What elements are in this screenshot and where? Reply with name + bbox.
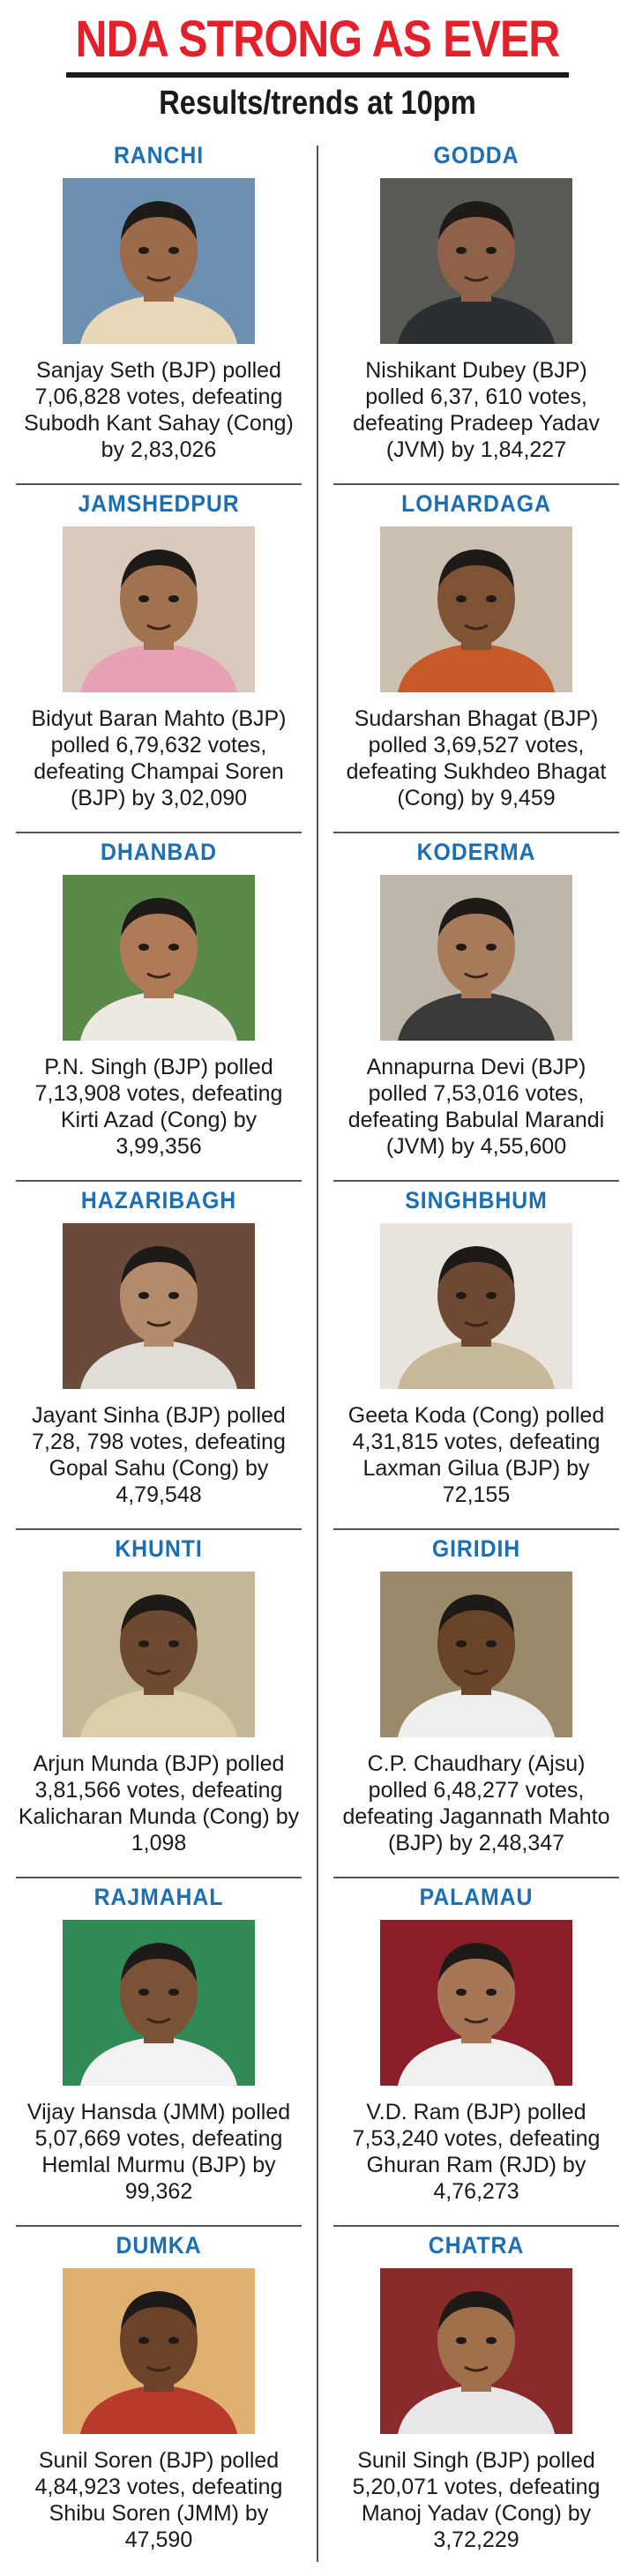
constituency-name: CHATRA bbox=[428, 2232, 525, 2259]
constituency-card bbox=[318, 2227, 635, 2575]
constituency-name: DUMKA bbox=[116, 2232, 202, 2259]
candidate-photo bbox=[380, 875, 572, 1041]
constituency-card bbox=[318, 1530, 635, 1878]
constituency-name: KHUNTI bbox=[115, 1535, 203, 1562]
headline-rule bbox=[66, 72, 569, 78]
constituency-name: RANCHI bbox=[113, 142, 205, 168]
candidate-photo bbox=[63, 1920, 255, 2086]
constituency-name: GODDA bbox=[433, 142, 519, 168]
result-caption: Bidyut Baran Mahto (BJP) polled 6,79,632 votes, defeating Champai Soren (BJP) by 3,02,090 bbox=[31, 706, 287, 810]
candidate-photo bbox=[380, 1572, 572, 1737]
constituency-name: PALAMAU bbox=[419, 1884, 534, 1910]
candidate-photo bbox=[380, 178, 572, 344]
constituency-card bbox=[0, 1878, 318, 2227]
constituency-name: RAJMAHAL bbox=[93, 1884, 224, 1910]
candidate-photo bbox=[63, 178, 255, 344]
constituency-name: KODERMA bbox=[416, 839, 536, 865]
constituency-card bbox=[318, 485, 635, 833]
result-caption: Arjun Munda (BJP) polled 3,81,566 votes, defeating Kalicharan Munda (Cong) by 1,098 bbox=[18, 1751, 300, 1855]
constituency-name: GIRIDIH bbox=[431, 1535, 521, 1562]
constituency-card bbox=[0, 2227, 318, 2575]
result-caption: Sunil Soren (BJP) polled 4,84,923 votes, defeating Shibu Soren (JMM) by 47,590 bbox=[34, 2448, 283, 2552]
header bbox=[0, 0, 635, 132]
constituency-card bbox=[0, 485, 318, 833]
subheadline: Results/trends at 10pm bbox=[159, 85, 476, 122]
result-caption: Annapurna Devi (BJP) polled 7,53,016 votes, defeating Babulal Marandi (JVM) by 4,55,600 bbox=[347, 1055, 605, 1159]
headline: NDA STRONG AS EVER bbox=[75, 11, 560, 68]
candidate-photo bbox=[380, 1920, 572, 2086]
constituency-card bbox=[318, 833, 635, 1182]
result-caption: V.D. Ram (BJP) polled 7,53,240 votes, defeating Ghuran Ram (RJD) by 4,76,273 bbox=[352, 2100, 601, 2204]
constituency-card bbox=[318, 1182, 635, 1530]
constituency-card bbox=[0, 1530, 318, 1878]
constituency-name: LOHARDAGA bbox=[401, 490, 551, 517]
constituency-card bbox=[318, 1878, 635, 2227]
constituency-card bbox=[0, 1182, 318, 1530]
constituency-name: JAMSHEDPUR bbox=[78, 490, 240, 517]
result-caption: Nishikant Dubey (BJP) polled 6,37, 610 votes, defeating Pradeep Yadav (JVM) by 1,84,227 bbox=[353, 358, 600, 462]
candidate-photo bbox=[380, 1223, 572, 1389]
result-caption: Sudarshan Bhagat (BJP) polled 3,69,527 votes, defeating Sukhdeo Bhagat (Cong) by 9,459 bbox=[346, 706, 607, 810]
candidate-photo bbox=[63, 1223, 255, 1389]
constituency-card bbox=[0, 833, 318, 1182]
result-caption: Sanjay Seth (BJP) polled 7,06,828 votes, defeating Subodh Kant Sahay (Cong) by 2,83,026 bbox=[24, 358, 294, 462]
result-caption: Sunil Singh (BJP) polled 5,20,071 votes, defeating Manoj Yadav (Cong) by 3,72,229 bbox=[352, 2448, 601, 2552]
constituency-card bbox=[318, 137, 635, 485]
constituency-card bbox=[0, 137, 318, 485]
constituency-name: SINGHBHUM bbox=[405, 1187, 548, 1213]
candidate-photo bbox=[63, 875, 255, 1041]
result-caption: Geeta Koda (Cong) polled 4,31,815 votes, defeating Laxman Gilua (BJP) by 72,155 bbox=[347, 1403, 605, 1507]
candidate-photo bbox=[380, 2268, 572, 2434]
result-caption: Jayant Sinha (BJP) polled 7,28, 798 votes, defeating Gopal Sahu (Cong) by 4,79,548 bbox=[32, 1403, 286, 1507]
constituency-name: HAZARIBAGH bbox=[80, 1187, 237, 1213]
result-caption: Vijay Hansda (JMM) polled 5,07,669 votes, defeating Hemlal Murmu (BJP) by 99,362 bbox=[26, 2100, 291, 2204]
candidate-photo bbox=[63, 2268, 255, 2434]
constituency-grid bbox=[0, 137, 635, 2575]
result-caption: C.P. Chaudhary (Ajsu) polled 6,48,277 votes, defeating Jagannath Mahto (BJP) by 2,48,347 bbox=[342, 1751, 610, 1855]
constituency-name: DHANBAD bbox=[100, 839, 218, 865]
candidate-photo bbox=[63, 1572, 255, 1737]
result-caption: P.N. Singh (BJP) polled 7,13,908 votes, defeating Kirti Azad (Cong) by 3,99,356 bbox=[34, 1055, 283, 1159]
candidate-photo bbox=[63, 526, 255, 692]
candidate-photo bbox=[380, 526, 572, 692]
